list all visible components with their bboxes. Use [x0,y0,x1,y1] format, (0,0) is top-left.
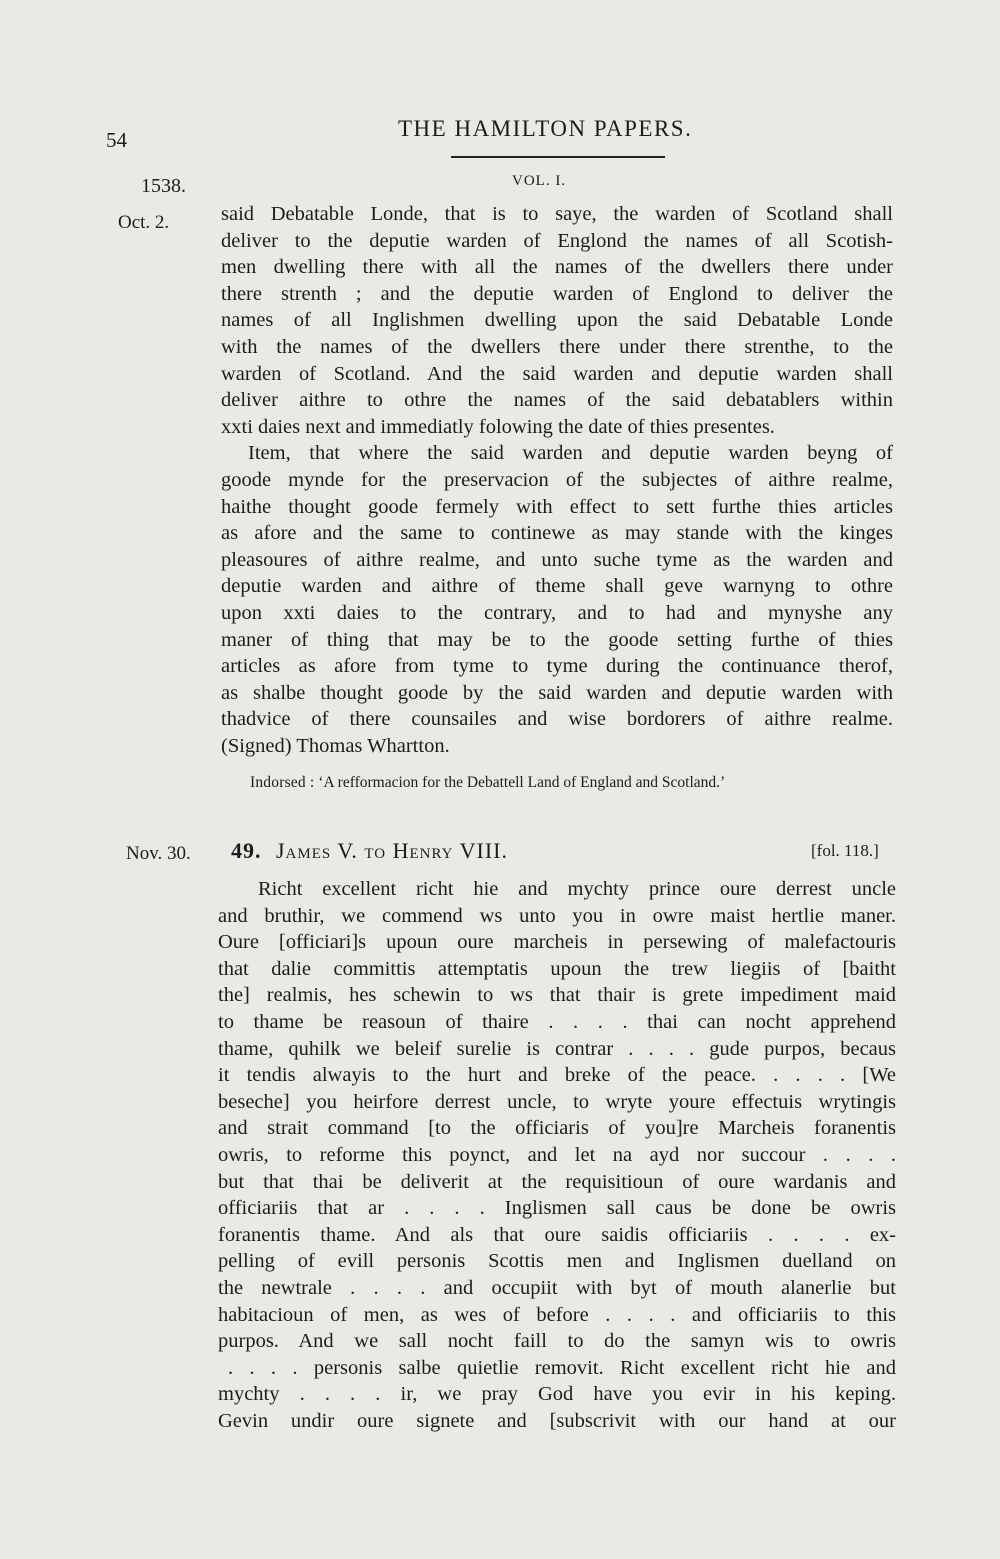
text-line: men dwelling there with all the names of the dwellers there under [221,256,893,279]
text-line: Richt excellent richt hie and mychty prince oure derrest uncle [258,878,896,900]
letter-heading [231,838,508,864]
text-line: to thame be reasoun of thaire . . . . thai can nocht apprehend [218,1010,896,1033]
text-line: as afore and the same to continewe as may stande with the kinges [221,522,893,545]
text-line: the] realmis, hes schewin to ws that thair is grete impediment maid [218,984,896,1007]
folio-reference: [fol. 118.] [811,841,879,860]
text-line: mychty . . . . ir, we pray God have you evir in his keping. [218,1383,896,1406]
text-line: maner of thing that may be to the goode setting furthe of thies [221,628,893,651]
text-line: beseche] you heirfore derrest uncle, to wryte youre effectuis wrytingis [218,1090,896,1113]
text-line: deliver aithre to othre the names of the said debatablers within [221,389,893,412]
continued-entry-text [221,201,893,759]
text-line: there strenth ; and the deputie warden of Englond to deliver the [221,282,893,305]
header-rule [451,156,665,158]
text-line: xxti daies next and immediatly folowing the date of thies presentes. [221,415,775,438]
text-line: thame, quhilk we beleif surelie is contrar . . . . gude purpos, becaus [218,1037,896,1060]
page-number: 54 [106,128,127,152]
text-line: that dalie committis attemptatis upoun the trew liegiis of [baitht [218,957,896,980]
letter-title: James V. to Henry VIII. [276,838,508,863]
text-line: pelling of evill personis Scottis men and Inglismen duelland on [218,1250,896,1273]
letter-text [218,876,896,1434]
text-line: haithe thought goode fermely with effect to sett furthe thies articles [221,495,893,518]
running-head-title: THE HAMILTON PAPERS. [398,116,693,141]
text-line: said Debatable Londe, that is to saye, the warden of Scotland shall [221,203,893,225]
text-line: officiariis that ar . . . . Inglismen sall caus be done be owris [218,1197,896,1220]
text-line: Gevin undir oure signete and [subscrivit with our hand at our [218,1409,896,1432]
text-line: thadvice of there counsailes and wise bordorers of aithre realme. [221,708,893,731]
text-line: owris, to reforme this poynct, and let na ayd nor succour . . . . [218,1143,896,1166]
text-line: foranentis thame. And als that oure saidis officiariis . . . . ex- [218,1223,896,1246]
text-line: Item, that where the said warden and deputie warden beyng of [248,442,893,465]
text-line: deliver to the deputie warden of Englond the names of all Scotish- [221,229,893,252]
signature-line: (Signed) Thomas Whartton. [221,734,450,757]
text-line: upon xxti daies to the contrary, and to had and mynyshe any [221,601,893,624]
text-line: . . . . personis salbe quietlie removit. Richt excellent richt hie and [228,1356,896,1379]
text-line: pleasoures of aithre realme, and unto suche tyme as the warden and [221,548,893,571]
text-line: purpos. And we sall nocht faill to do the samyn wis to owris [218,1330,896,1353]
text-line: goode mynde for the preservacion of the subjectes of aithre realme, [221,468,893,491]
text-line: habitacioun of men, as wes of before . . . . and officiariis to this [218,1303,896,1326]
text-line: Oure [officiari]s upoun oure marcheis in persewing of malefactouris [218,931,896,954]
text-line: warden of Scotland. And the said warden and deputie warden shall [221,362,893,385]
text-line: as shalbe thought goode by the said warden and deputie warden with [221,681,893,704]
text-line: and bruthir, we commend ws unto you in owre maist hertlie maner. [218,904,896,927]
text-line: articles as afore from tyme to tyme during the continuance therof, [221,655,893,678]
margin-year: 1538. [141,175,186,197]
margin-date-nov: Nov. 30. [126,843,191,864]
indorsed-text: ‘A refformacion for the Debattell Land of England and Scotland.’ [318,774,726,791]
margin-date-oct: Oct. 2. [118,212,170,233]
text-line: but that thai be deliverit at the requisitioun of oure wardanis and [218,1170,896,1193]
text-line: names of all Inglishmen dwelling upon the said Debatable Londe [221,309,893,332]
indorsed-label: Indorsed : [250,774,315,791]
text-line: the newtrale . . . . and occupiit with byt of mouth alanerlie but [218,1276,896,1299]
text-line: deputie warden and aithre of theme shall geve warnyng to othre [221,575,893,598]
text-line: and strait command [to the officiaris of you]re Marcheis foranentis [218,1117,896,1140]
text-line: with the names of the dwellers there under there strenthe, to the [221,335,893,358]
volume-label: VOL. I. [512,173,567,189]
indorsement [250,774,725,792]
letter-number: 49. [231,838,262,863]
text-line: it tendis alwayis to the hurt and breke of the peace. . . . . [We [218,1064,896,1087]
